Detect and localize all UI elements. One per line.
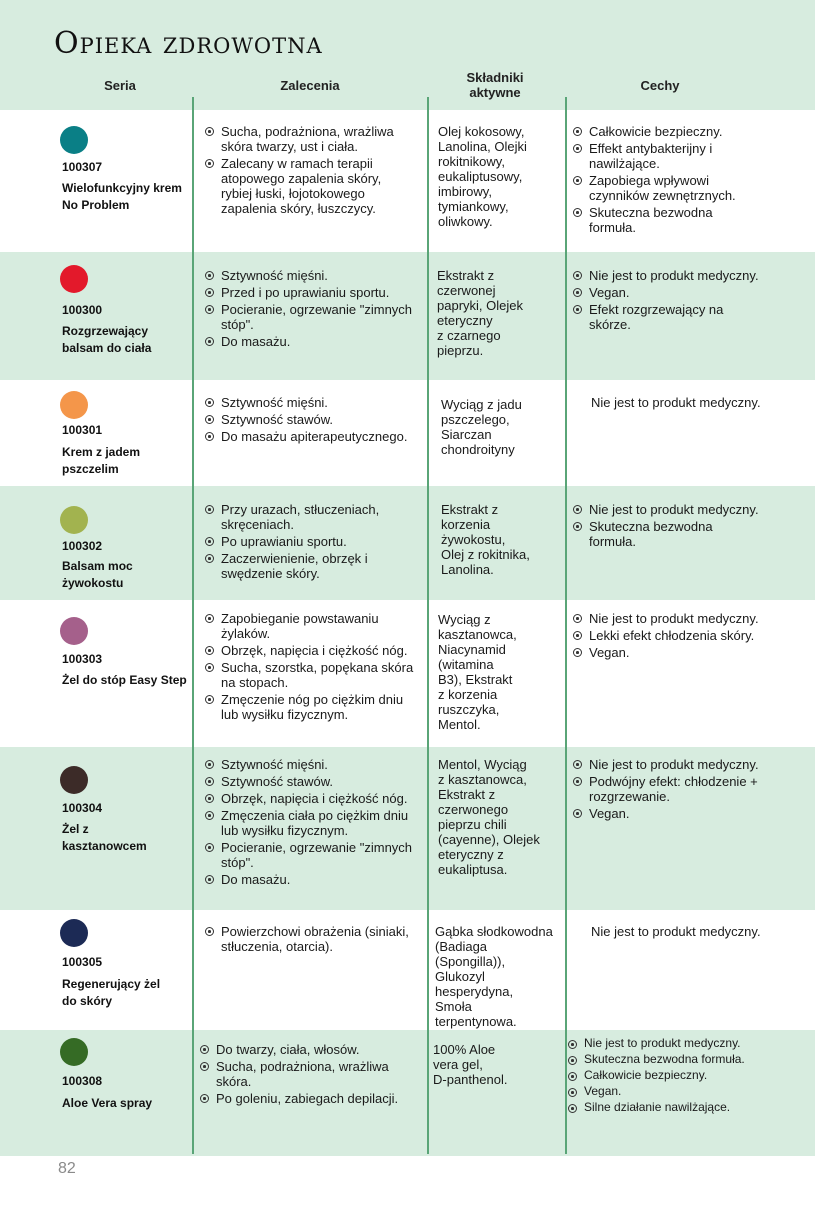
- color-swatch: [60, 919, 88, 947]
- skladniki-text: Wyciąg z kasztanowca, Niacynamid (witamina B3), Ekstrakt z korzenia ruszczyka, Mentol.: [438, 612, 517, 732]
- zalecenia-list: [205, 757, 420, 889]
- color-swatch: [60, 506, 88, 534]
- bullet-icon: [573, 760, 582, 769]
- color-swatch: [60, 1038, 88, 1066]
- product-name: Żel z kasztanowcem: [62, 822, 147, 853]
- product-code: 100302: [62, 539, 103, 553]
- column-header-cechy: Cechy: [640, 78, 680, 93]
- list-item: Sztywność stawów.: [205, 412, 420, 427]
- color-swatch: [60, 766, 88, 794]
- column-header-skladniki: Składniki aktywne: [466, 70, 524, 100]
- bullet-icon: [205, 415, 214, 424]
- list-item: Do masażu.: [205, 334, 420, 349]
- list-item: Sztywność mięśni.: [205, 757, 420, 772]
- list-item: Nie jest to produkt medyczny.: [591, 924, 761, 939]
- list-item: Skuteczna bezwodna formuła.: [568, 1053, 778, 1066]
- product-code: 100303: [62, 652, 103, 666]
- skladniki-text: Ekstrakt z korzenia żywokostu, Olej z rokitnika, Lanolina.: [441, 502, 530, 577]
- list-item: Nie jest to produkt medyczny.: [573, 757, 763, 772]
- bullet-icon: [205, 127, 214, 136]
- bullet-icon: [205, 695, 214, 704]
- bullet-icon: [568, 1056, 577, 1065]
- list-item: Pocieranie, ogrzewanie "zimnych stóp".: [205, 302, 420, 332]
- bullet-icon: [205, 760, 214, 769]
- product-name: Aloe Vera spray: [62, 1096, 153, 1110]
- list-item: Skuteczna bezwodna formuła.: [573, 519, 763, 549]
- column-divider: [427, 97, 429, 1154]
- bullet-icon: [573, 505, 582, 514]
- page-title: Opieka zdrowotna: [54, 26, 323, 61]
- list-item: Sztywność stawów.: [205, 774, 420, 789]
- cechy-list: [573, 502, 763, 551]
- zalecenia-list: [205, 124, 415, 218]
- zalecenia-list: [205, 924, 420, 956]
- list-item: Sztywność mięśni.: [205, 268, 420, 283]
- list-item: Pocieranie, ogrzewanie "zimnych stóp".: [205, 840, 420, 870]
- bullet-icon: [205, 159, 214, 168]
- cechy-list: [573, 924, 763, 941]
- list-item: Effekt antybakterijny i nawilżające.: [573, 141, 763, 171]
- bullet-icon: [200, 1062, 209, 1071]
- product-name: Krem z jadem pszczelim: [62, 445, 141, 476]
- list-item: Zalecany w ramach terapii atopowego zapalenia skóry, rybiej łuski, łojotokowego zapalenia skóry, łuszczycy.: [205, 156, 415, 216]
- bullet-icon: [205, 505, 214, 514]
- list-item: Sucha, podrażniona, wrażliwa skóra twarzy, ust i ciała.: [205, 124, 415, 154]
- cechy-list: [573, 757, 763, 823]
- bullet-icon: [205, 794, 214, 803]
- bullet-icon: [205, 614, 214, 623]
- list-item: Obrzęk, napięcia i ciężkość nóg.: [205, 791, 420, 806]
- product-code: 100301: [62, 423, 103, 437]
- list-item: Sucha, szorstka, popękana skóra na stopach.: [205, 660, 420, 690]
- bullet-icon: [205, 646, 214, 655]
- list-item: Nie jest to produkt medyczny.: [573, 502, 763, 517]
- skladniki-text: Olej kokosowy, Lanolina, Olejki rokitnikowy, eukaliptusowy, imbirowy, tymiankowy, oliwkowy.: [438, 124, 527, 229]
- list-item: Zmęczenie nóg po ciężkim dniu lub wysiłku fizycznym.: [205, 692, 420, 722]
- color-swatch: [60, 126, 88, 154]
- bullet-icon: [200, 1045, 209, 1054]
- bullet-icon: [573, 305, 582, 314]
- color-swatch: [60, 391, 88, 419]
- product-name: Żel do stóp Easy Step: [62, 673, 187, 687]
- zalecenia-list: [205, 395, 420, 446]
- list-item: Nie jest to produkt medyczny.: [573, 611, 773, 626]
- list-item: Sztywność mięśni.: [205, 395, 420, 410]
- list-item: Zapobieganie powstawaniu żylaków.: [205, 611, 420, 641]
- bullet-icon: [573, 176, 582, 185]
- bullet-icon: [205, 305, 214, 314]
- list-item: Powierzchowi obrażenia (siniaki, stłuczenia, otarcia).: [205, 924, 420, 954]
- list-item: Przy urazach, stłuczeniach, skręceniach.: [205, 502, 420, 532]
- skladniki-text: Gąbka słodkowodna (Badiaga (Spongilla)), Glukozyl hesperydyna, Smoła terpentynowa.: [435, 924, 553, 1029]
- cechy-list: [573, 268, 763, 334]
- bullet-icon: [573, 208, 582, 217]
- list-item: Efekt rozgrzewający na skórze.: [573, 302, 763, 332]
- skladniki-text: Mentol, Wyciąg z kasztanowca, Ekstrakt z czerwonego pieprzu chili (cayenne), Olejek eteryczny z eukaliptusa.: [438, 757, 540, 877]
- zalecenia-list: [200, 1042, 415, 1108]
- list-item: Po uprawianiu sportu.: [205, 534, 420, 549]
- product-code: 100308: [62, 1074, 103, 1088]
- color-swatch: [60, 265, 88, 293]
- bullet-icon: [573, 648, 582, 657]
- skladniki-text: 100% Aloe vera gel, D-panthenol.: [433, 1042, 508, 1087]
- bullet-icon: [205, 927, 214, 936]
- bullet-icon: [205, 777, 214, 786]
- bullet-icon: [568, 1088, 577, 1097]
- column-header-zalecenia: Zalecenia: [280, 78, 340, 93]
- bullet-icon: [205, 811, 214, 820]
- product-code: 100307: [62, 160, 103, 174]
- list-item: Zapobiega wpływowi czynników zewnętrznych.: [573, 173, 763, 203]
- list-item: Całkowicie bezpieczny.: [568, 1069, 778, 1082]
- list-item: Sucha, podrażniona, wrażliwa skóra.: [200, 1059, 415, 1089]
- product-code: 100300: [62, 303, 103, 317]
- page-number: 82: [58, 1160, 76, 1177]
- list-item: Całkowicie bezpieczny.: [573, 124, 763, 139]
- bullet-icon: [205, 875, 214, 884]
- product-name: Wielofunkcyjny krem No Problem: [62, 181, 182, 212]
- product-name: Rozgrzewający balsam do ciała: [62, 324, 152, 355]
- product-code: 100305: [62, 955, 103, 969]
- list-item: Do masażu apiterapeutycznego.: [205, 429, 420, 444]
- bullet-icon: [200, 1094, 209, 1103]
- zalecenia-list: [205, 611, 420, 724]
- bullet-icon: [573, 127, 582, 136]
- bullet-icon: [573, 288, 582, 297]
- column-divider: [565, 97, 567, 1154]
- bullet-icon: [573, 271, 582, 280]
- bullet-icon: [205, 271, 214, 280]
- bullet-icon: [205, 432, 214, 441]
- bullet-icon: [573, 522, 582, 531]
- list-item: Skuteczna bezwodna formuła.: [573, 205, 763, 235]
- cechy-list: [573, 124, 763, 237]
- product-code: 100304: [62, 801, 103, 815]
- bullet-icon: [205, 398, 214, 407]
- skladniki-text: Ekstrakt z czerwonej papryki, Olejek eteryczny z czarnego pieprzu.: [437, 268, 523, 358]
- bullet-icon: [205, 843, 214, 852]
- list-item: Przed i po uprawianiu sportu.: [205, 285, 420, 300]
- bullet-icon: [205, 288, 214, 297]
- bullet-icon: [573, 144, 582, 153]
- bullet-icon: [205, 537, 214, 546]
- bullet-icon: [568, 1040, 577, 1049]
- column-divider: [192, 97, 194, 1154]
- cechy-list: [573, 611, 773, 662]
- bullet-icon: [573, 614, 582, 623]
- list-item: Zaczerwienienie, obrzęk i swędzenie skóry.: [205, 551, 420, 581]
- list-item: Zmęczenia ciała po ciężkim dniu lub wysiłku fizycznym.: [205, 808, 420, 838]
- list-item: Silne działanie nawilżające.: [568, 1101, 778, 1114]
- list-item: Podwójny efekt: chłodzenie + rozgrzewanie.: [573, 774, 763, 804]
- list-item: Vegan.: [573, 806, 763, 821]
- list-item: Vegan.: [568, 1085, 778, 1098]
- bullet-icon: [573, 631, 582, 640]
- color-swatch: [60, 617, 88, 645]
- list-item: Po goleniu, zabiegach depilacji.: [200, 1091, 415, 1106]
- list-item: Nie jest to produkt medyczny.: [568, 1037, 778, 1050]
- column-header-seria: Seria: [104, 78, 136, 93]
- cechy-list: [568, 1037, 778, 1117]
- list-item: Vegan.: [573, 645, 773, 660]
- list-item: Do masażu.: [205, 872, 420, 887]
- bullet-icon: [205, 663, 214, 672]
- list-item: Obrzęk, napięcia i ciężkość nóg.: [205, 643, 420, 658]
- skladniki-text: Wyciąg z jadu pszczelego, Siarczan chondroityny: [441, 397, 522, 457]
- zalecenia-list: [205, 268, 420, 351]
- bullet-icon: [205, 337, 214, 346]
- bullet-icon: [205, 554, 214, 563]
- bullet-icon: [573, 777, 582, 786]
- product-name: Balsam moc żywokostu: [62, 559, 133, 590]
- list-item: Nie jest to produkt medyczny.: [573, 268, 763, 283]
- list-item: Do twarzy, ciała, włosów.: [200, 1042, 415, 1057]
- cechy-list: [573, 395, 763, 412]
- zalecenia-list: [205, 502, 420, 583]
- list-item: Lekki efekt chłodzenia skóry.: [573, 628, 773, 643]
- bullet-icon: [568, 1104, 577, 1113]
- bullet-icon: [573, 809, 582, 818]
- list-item: Nie jest to produkt medyczny.: [591, 395, 761, 410]
- product-name: Regenerujący żel do skóry: [62, 977, 161, 1008]
- list-item: Vegan.: [573, 285, 763, 300]
- bullet-icon: [568, 1072, 577, 1081]
